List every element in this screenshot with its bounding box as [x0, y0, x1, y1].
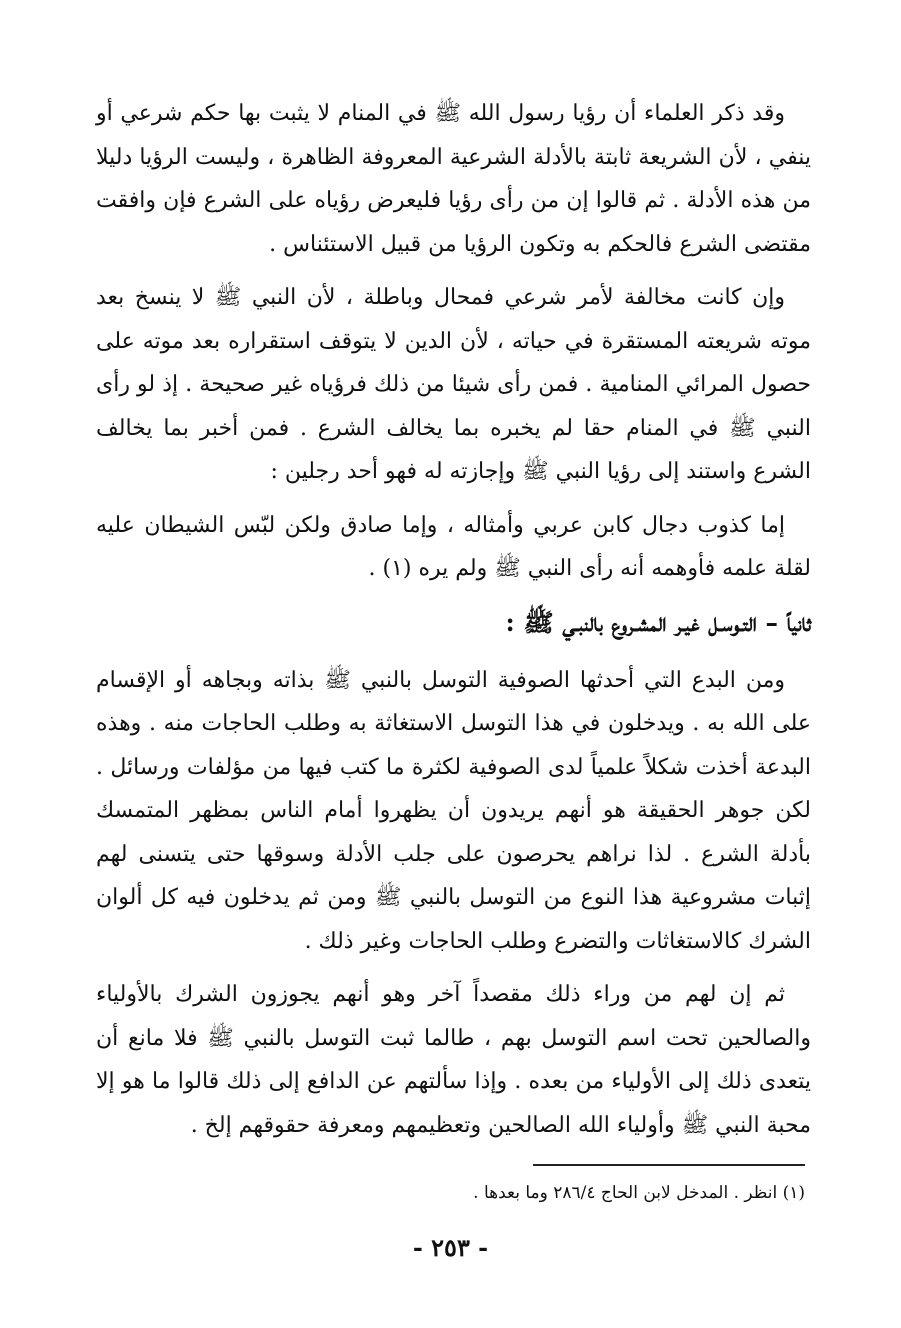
paragraph-two-men: إما كذوب دجال كابن عربي وأمثاله ، وإما صادق ولكن لبّس الشيطان عليه لقلة علمه فأوهمه أنه رأى النبي ﷺ ولم يره (١) . — [96, 512, 811, 581]
paragraph-saints-tawassul: ثم إن لهم من وراء ذلك مقصداً آخر وهو أنهم يجوزون الشرك بالأولياء والصالحين تحت اسم التوسل بهم ، طالما ثبت التوسل بالنبي ﷺ فلا مانع أن يتعدى ذلك إلى الأولياء من بعده . وإذا سألتهم عن الدافع إلى ذلك قالوا ما هو إلا محبة النبي ﷺ وأولياء الله الصالحين وتعظيمهم ومعرفة حقوقهم إلخ . — [96, 982, 811, 1138]
footnote-divider — [533, 1164, 805, 1166]
page-body — [96, 92, 811, 1157]
page-number: - ٢٥٣ - — [412, 1233, 489, 1262]
paragraph-dreams-ruling: وقد ذكر العلماء أن رؤيا رسول الله ﷺ في المنام لا يثبت بها حكم شرعي أو ينفي ، لأن الشريعة ثابتة بالأدلة الشرعية المعروفة الظاهرة ، وليست الرؤيا دليلا من هذه الأدلة . ثم قالوا إن من رأى رؤيا فليعرض رؤياه على الشرع فإن وافقت مقتضى الشرع فالحكم به وتكون الرؤيا من قبيل الاستئناس . — [96, 101, 811, 257]
section-heading: ثانياً – التـوسـل غيـر المشـروع بالنبـي ﷺ : — [505, 607, 811, 637]
paragraph-sufi-tawassul: ومن البدع التي أحدثها الصوفية التوسل بالنبي ﷺ بذاته وبجاهه أو الإقسام على الله به . ويدخلون في هذا التوسل الاستغاثة به وطلب الحاجات منه . وهذه البدعة أخذت شكلاً علمياً لدى الصوفية لكثرة ما كتب فيها من مؤلفات ورسائل . لكن جوهر الحقيقة هو أنهم يريدون أن يظهروا أمام الناس بمظهر المتمسك بأدلة الشرع . لذا نراهم يحرصون على جلب الأدلة وسوقها حتى يتسنى لهم إثبات مشروعية هذا النوع من التوسل بالنبي ﷺ ومن ثم يدخلون فيه كل ألوان الشرك كالاستغاثات والتضرع وطلب الحاجات وغير ذلك . — [96, 667, 811, 954]
paragraph-contradicting-dreams: وإن كانت مخالفة لأمر شرعي فمحال وباطلة ، لأن النبي ﷺ لا ينسخ بعد موته شريعته المستقرة في حياته ، لأن الدين لا يتوقف استقراره بعد موته على حصول المرائي المنامية . فمن رأى شيئا من ذلك فرؤياه غير صحيحة . إذ لو رأى النبي ﷺ في المنام حقا لم يخبره بما يخالف الشرع . فمن أخبر بما يخالف الشرع واستند إلى رؤيا النبي ﷺ وإجازته له فهو أحد رجلين : — [96, 285, 811, 484]
footnote: (١) انظر . المدخل لابن الحاج ٢٨٦/٤ وما بعدها . — [473, 1183, 805, 1203]
